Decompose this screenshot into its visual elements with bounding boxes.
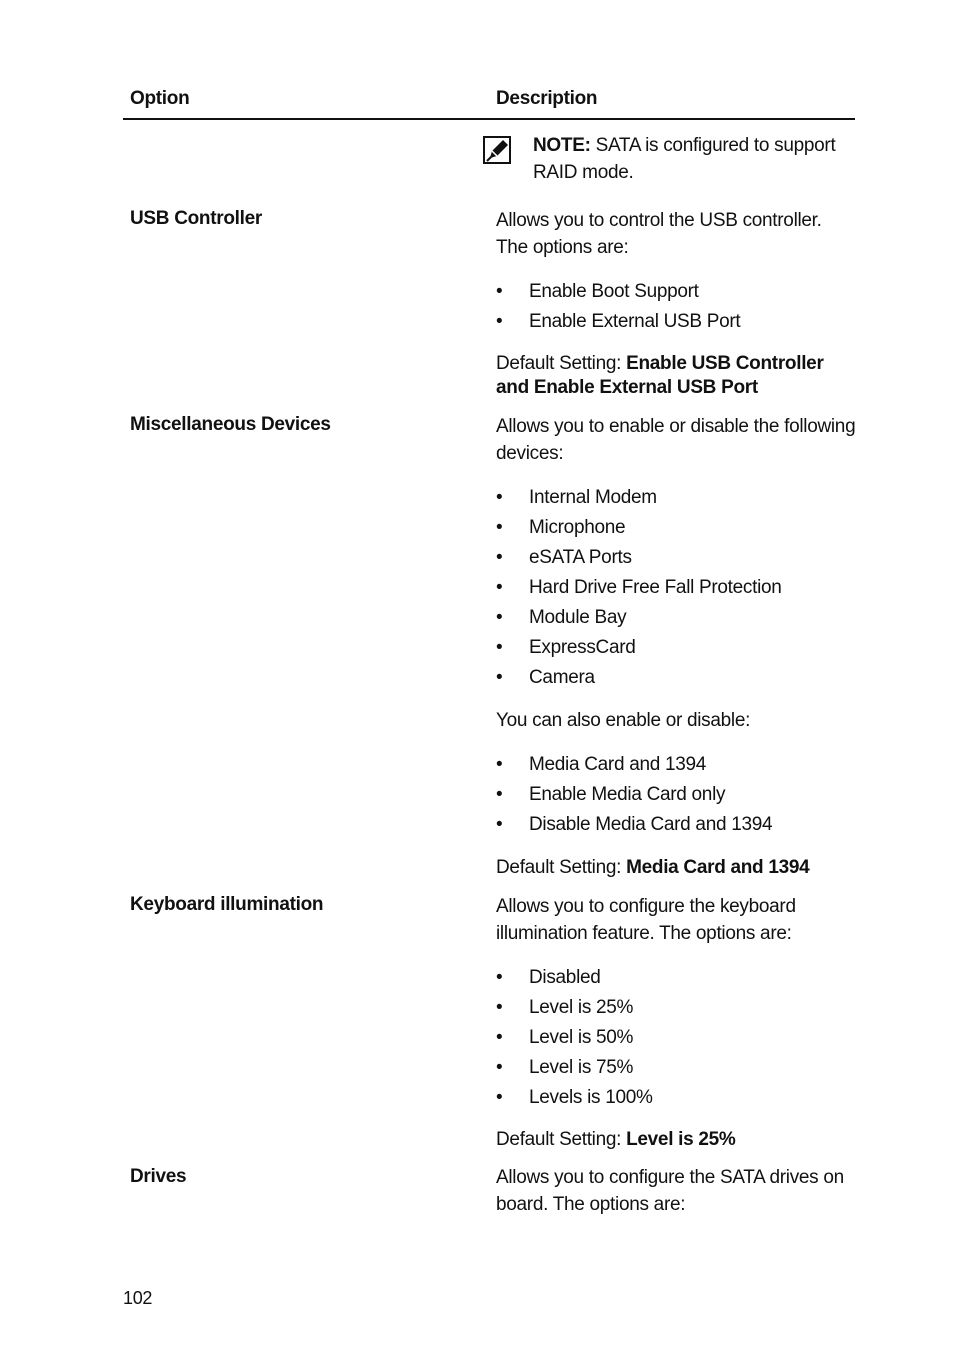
note-text — [533, 132, 853, 186]
note-label: NOTE: — [533, 135, 591, 156]
page-number: 102 — [123, 1288, 153, 1308]
drives-description: Allows you to configure the SATA drives on board. The options are: — [496, 1167, 844, 1215]
bullet: • — [496, 1057, 503, 1078]
usb-description: Allows you to control the USB controller. The options are: — [496, 210, 822, 258]
misc-default-setting: Default Setting: Media Card and 1394 — [496, 857, 810, 878]
table-header — [123, 86, 855, 120]
bullet: • — [496, 997, 503, 1018]
bullet: • — [496, 487, 503, 508]
bullet: • — [496, 637, 503, 658]
bullet: • — [496, 667, 503, 688]
note-body: SATA is configured to support RAID mode. — [533, 135, 836, 183]
bullet: • — [496, 517, 503, 538]
bullet: • — [496, 1087, 503, 1108]
keyboard-default-setting: Default Setting: Level is 25% — [496, 1129, 736, 1150]
bullet: • — [496, 281, 503, 302]
bullet: • — [496, 547, 503, 568]
bullet: • — [496, 967, 503, 988]
column-header-description: Description — [496, 88, 598, 109]
bullet: • — [496, 754, 503, 775]
bullet: • — [496, 311, 503, 332]
bullet: • — [496, 607, 503, 628]
misc-also-text: You can also enable or disable: — [496, 710, 751, 731]
note-pencil-icon — [483, 136, 511, 164]
bullet: • — [496, 1027, 503, 1048]
option-usb-controller: USB Controller — [130, 208, 262, 229]
column-header-option: Option — [130, 88, 190, 109]
option-miscellaneous-devices: Miscellaneous Devices — [130, 414, 331, 435]
option-keyboard-illumination: Keyboard illumination — [130, 894, 324, 915]
option-drives: Drives — [130, 1166, 187, 1187]
manual-page: Option Description NOTE: SATA is configured to support RAID mode. USB Controller Allows you to control the USB controller. The options are: • Enable Boot Support • Enable External USB Port Default Setting: Enable USB Controller and Enable External USB Port Miscellaneous Devices Allows you to enable or disable the following devices: • Internal Modem • Microphone • eSATA Ports • Hard Drive Free Fall Protection • Module Bay • ExpressCard • Camera You can also enable or disable: • Media Card and 1394 • Enable Media Card only • Disable Media Card and 1394 Default Setting: Media Card and 1394 Keyboard illumination Allows you to configure the keyboard illumination feature. The options are: • Disabled • Level is 25% • Level is 50% • Level is 75% • Levels is 100% Default Setting: Level is 25% Drives Allows you to configure the SATA drives on board. The options are: 102 — [123, 88, 856, 1308]
misc-description: Allows you to enable or disable the following devices: — [496, 416, 856, 464]
bullet: • — [496, 577, 503, 598]
bullet: • — [496, 784, 503, 805]
bullet: • — [496, 814, 503, 835]
usb-default-setting: Default Setting: Enable USB Controller and Enable External USB Port — [496, 353, 824, 398]
keyboard-description: Allows you to configure the keyboard illumination feature. The options are: — [496, 896, 796, 944]
